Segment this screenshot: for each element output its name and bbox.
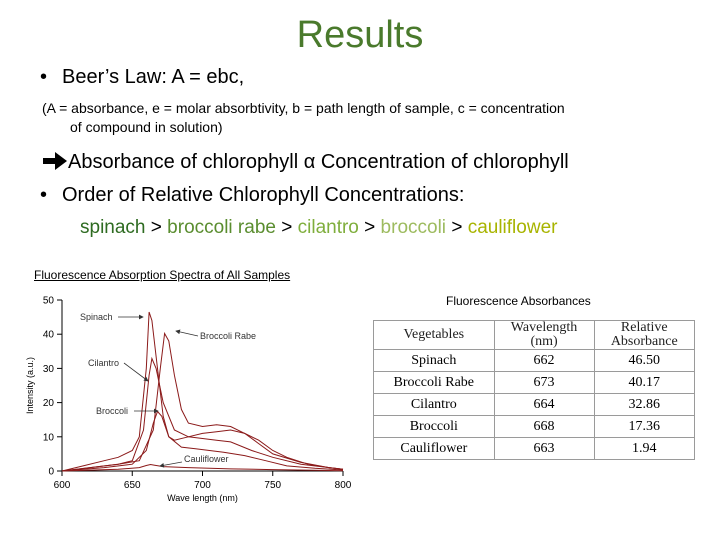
cell-vegetable: Spinach: [374, 350, 495, 372]
cell-wavelength: 664: [494, 394, 594, 416]
x-tick-label: 650: [123, 480, 141, 491]
annotation-arrow: [160, 462, 182, 466]
y-tick-label: 30: [42, 363, 54, 375]
figure-title: Fluorescence Absorption Spectra of All Samples: [34, 268, 291, 282]
slide-title: Results: [296, 14, 424, 56]
y-tick-label: 10: [42, 432, 54, 444]
table-title: Fluorescence Absorbances: [446, 294, 591, 308]
order-broccoli-rabe: broccoli rabe: [167, 217, 276, 238]
table-row: [374, 438, 695, 460]
definition-line-1: (A = absorbance, e = molar absorbtivity, b = path length of sample, c = concentration: [42, 100, 565, 116]
chart-annotations: [80, 312, 256, 466]
cell-wavelength: 662: [494, 350, 594, 372]
table-row: [374, 416, 695, 438]
cell-wavelength: 673: [494, 372, 594, 394]
table-row: [374, 350, 695, 372]
y-tick-label: 50: [42, 295, 54, 307]
bullet-dot-icon: •: [40, 66, 48, 88]
order-spinach: spinach: [80, 217, 146, 238]
cell-wavelength: 668: [494, 416, 594, 438]
order-cauliflower: cauliflower: [467, 217, 558, 238]
bullet-dot-icon: •: [40, 184, 48, 206]
table-header-row: [374, 321, 695, 350]
table-row: [374, 394, 695, 416]
table-row: [374, 372, 695, 394]
y-axis-label: Intensity (a.u.): [25, 356, 35, 415]
order-separator: >: [451, 217, 463, 238]
cell-wavelength: 663: [494, 438, 594, 460]
order-separator: >: [364, 217, 376, 238]
cell-absorbance: 1.94: [594, 438, 694, 460]
order-cilantro: cilantro: [297, 217, 359, 238]
x-tick-label: 600: [53, 480, 71, 491]
cell-vegetable: Broccoli Rabe: [374, 372, 495, 394]
y-tick-label: 40: [42, 329, 54, 341]
cell-absorbance: 17.36: [594, 416, 694, 438]
y-tick-label: 0: [48, 466, 54, 478]
order-separator: >: [150, 217, 162, 238]
header-vegetables: Vegetables: [374, 321, 495, 350]
cell-vegetable: Cilantro: [374, 394, 495, 416]
cell-absorbance: 40.17: [594, 372, 694, 394]
x-axis-label: Wave length (nm): [167, 493, 238, 503]
arrow-statement-text: Absorbance of chlorophyll α Concentration of chlorophyll: [68, 151, 569, 173]
y-tick-label: 20: [42, 398, 54, 410]
series-broccoli-rabe: [62, 334, 343, 472]
header-wavelength: Wavelength (nm): [494, 321, 594, 350]
absorbance-table: [373, 320, 695, 460]
cell-vegetable: Broccoli: [374, 416, 495, 438]
x-tick-label: 800: [334, 480, 352, 491]
order-broccoli: broccoli: [380, 217, 447, 238]
chart-axes: [25, 296, 352, 504]
x-tick-label: 700: [194, 480, 211, 491]
header-relative-absorbance: Relative Absorbance: [594, 321, 694, 350]
annotation-spinach: Spinach: [80, 312, 113, 322]
annotation-arrow: [124, 363, 148, 381]
cell-absorbance: 32.86: [594, 394, 694, 416]
annotation-broccoli-rabe: Broccoli Rabe: [200, 331, 257, 341]
annotation-broccoli: Broccoli: [96, 406, 129, 416]
x-tick-label: 750: [264, 480, 282, 491]
annotation-arrow: [176, 331, 198, 336]
annotation-cilantro: Cilantro: [88, 358, 120, 368]
cell-absorbance: 46.50: [594, 350, 694, 372]
beers-law-text: Beer’s Law: A = ebc,: [62, 66, 245, 88]
definition-line-2: of compound in solution): [70, 119, 223, 135]
order-separator: >: [281, 217, 293, 238]
cell-vegetable: Cauliflower: [374, 438, 495, 460]
order-heading-text: Order of Relative Chlorophyll Concentrations:: [62, 184, 465, 206]
annotation-cauliflower: Cauliflower: [184, 454, 229, 464]
